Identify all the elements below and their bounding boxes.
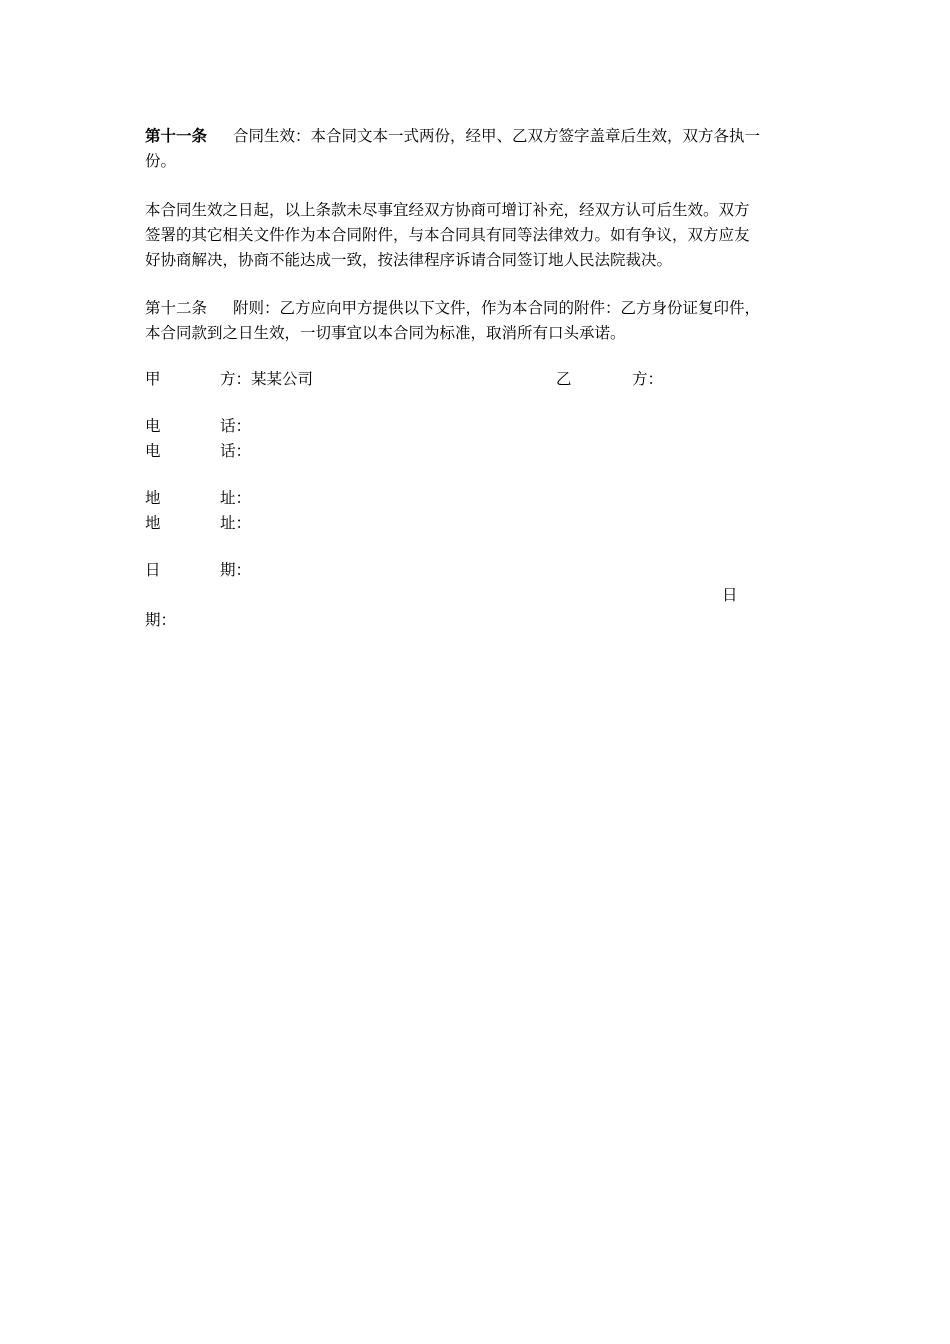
address-a-label-1: 地 — [145, 489, 161, 507]
paragraph-2-line-2: 签署的其它相关文件作为本合同附件，与本合同具有同等法律效力。如有争议，双方应友 — [145, 226, 750, 244]
article-12-text-1: 附则：乙方应向甲方提供以下文件，作为本合同的附件：乙方身份证复印件， — [233, 299, 761, 317]
article-12-heading: 第十二条 — [145, 299, 208, 317]
article-12-line-1 — [145, 296, 760, 320]
address-a-label-2: 址： — [220, 489, 252, 507]
date-a-label-1: 日 — [145, 561, 161, 579]
party-a-label-2: 方：某某公司 — [220, 370, 314, 388]
paragraph-2-line-1: 本合同生效之日起，以上条款未尽事宜经双方协商可增订补充，经双方认可后生效。双方 — [145, 201, 750, 219]
party-b-label-1: 乙 — [556, 370, 572, 388]
phone-a-label-1: 电 — [145, 417, 161, 435]
paragraph-2-line-3: 好协商解决，协商不能达成一致，按法律程序诉请合同签订地人民法院裁决。 — [145, 251, 673, 269]
article-11-line-2: 份。 — [145, 152, 177, 170]
article-12-line-2: 本合同款到之日生效，一切事宜以本合同为标准，取消所有口头承诺。 — [145, 324, 626, 342]
phone-b-label-1: 电 — [145, 442, 161, 460]
article-11-text-1: 合同生效：本合同文本一式两份，经甲、乙双方签字盖章后生效，双方各执一 — [233, 127, 761, 145]
address-b-label-2: 址： — [220, 514, 252, 532]
date-a-label-2: 期： — [220, 561, 252, 579]
phone-b-label-2: 话： — [220, 442, 252, 460]
date-b-label-1: 日 — [722, 586, 738, 604]
party-a-label-1: 甲 — [145, 370, 161, 388]
party-b-label-2: 方： — [632, 370, 664, 388]
phone-a-label-2: 话： — [220, 417, 252, 435]
article-11-line-1 — [145, 124, 760, 148]
article-11-heading: 第十一条 — [145, 126, 208, 145]
address-b-label-1: 地 — [145, 514, 161, 532]
date-b-label-2: 期： — [145, 611, 177, 629]
